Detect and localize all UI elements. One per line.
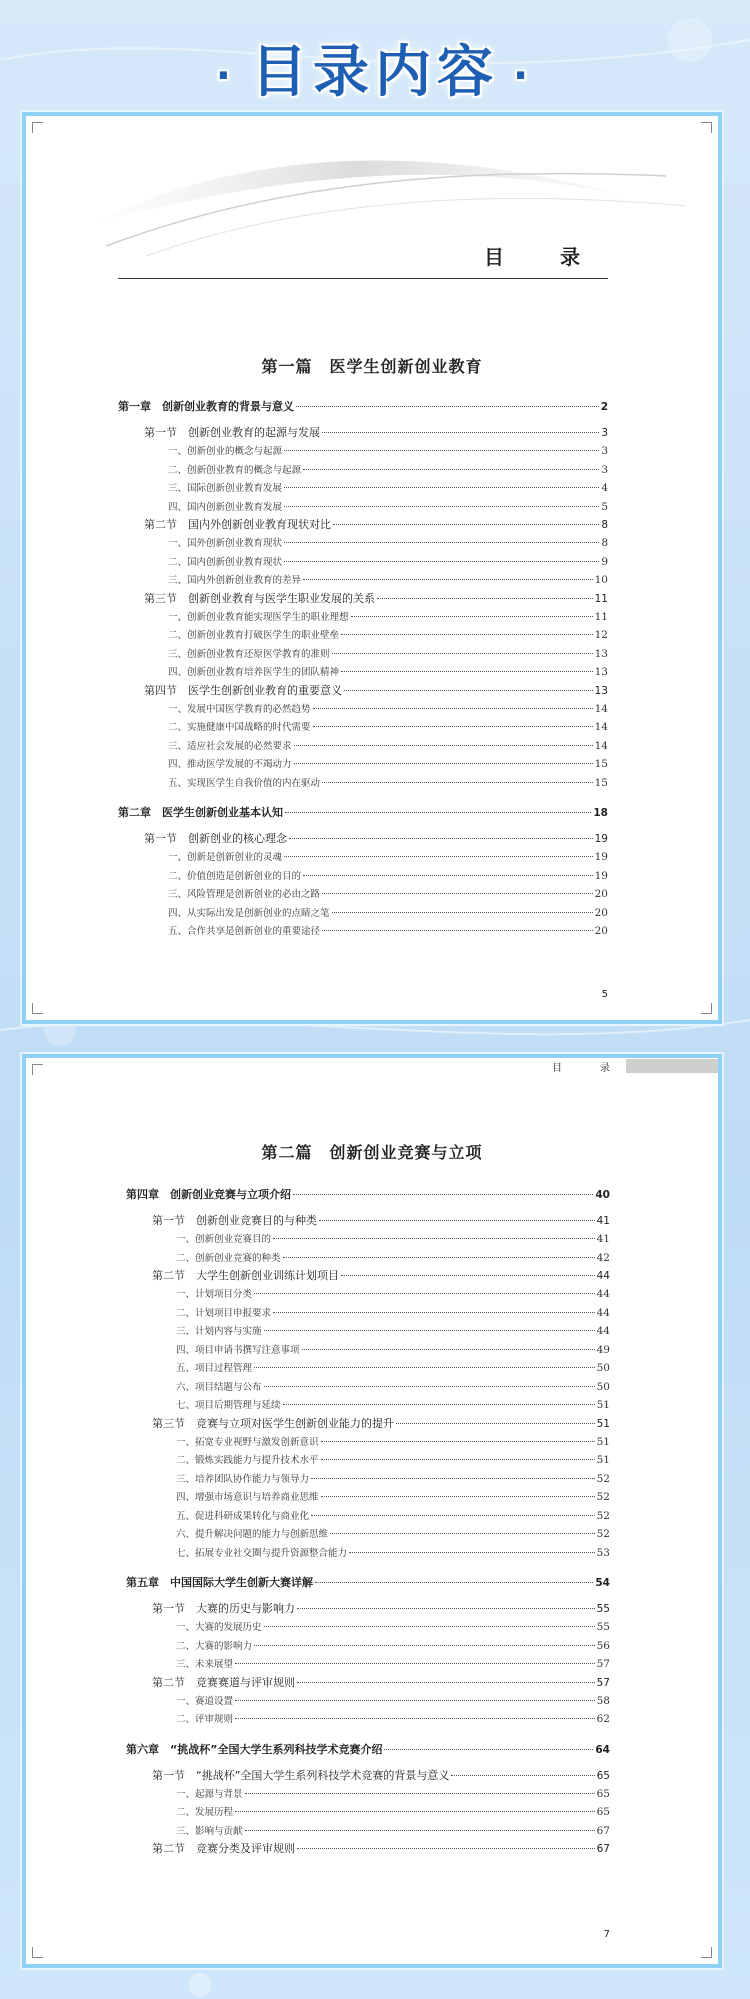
dot-leader [303, 875, 593, 876]
running-head-bar [626, 1059, 718, 1073]
dot-leader [311, 1515, 595, 1516]
running-head [552, 1058, 718, 1074]
toc-entry-page: 51 [596, 1435, 610, 1448]
toc-entry-page: 14 [594, 739, 608, 752]
toc-section-row[interactable] [126, 1267, 610, 1285]
toc-entry-label: 第一章 创新创业教育的背景与意义 [118, 400, 294, 413]
toc-entry-page: 15 [594, 776, 608, 789]
toc-item-row[interactable] [118, 885, 608, 904]
chapter-gap [126, 1729, 610, 1741]
chapter-gap [126, 1562, 610, 1574]
toc-entry-page: 19 [594, 851, 608, 863]
toc-section-row[interactable] [126, 1674, 610, 1692]
dot-leader [294, 745, 593, 746]
toc-entry-label: 三、影响与贡献 [176, 1825, 243, 1837]
toc-entry-label: 四、国内创新创业教育发展 [168, 501, 283, 513]
toc-chapter-row[interactable] [126, 1741, 610, 1759]
toc-entry-page: 53 [596, 1546, 610, 1559]
toc-entry-page: 44 [596, 1306, 610, 1319]
toc-entry-label: 一、国外创新创业教育现状 [168, 538, 283, 549]
toc-section-row[interactable] [126, 1600, 610, 1618]
toc-item-row[interactable] [126, 1285, 610, 1304]
toc-item-row[interactable] [118, 848, 608, 867]
toc-entry-page: 54 [595, 1577, 610, 1589]
toc-entry-page: 20 [594, 925, 608, 937]
dot-leader [396, 1423, 595, 1424]
dot-leader [303, 579, 593, 580]
toc-item-row[interactable] [126, 1249, 610, 1268]
toc-entry-label: 第一节 大赛的历史与影响力 [152, 1602, 295, 1615]
toc-entry-page: 55 [596, 1603, 610, 1615]
toc-section-row[interactable] [118, 830, 608, 848]
page-number: 7 [603, 1929, 610, 1940]
toc-entry-label: 一、创新是创新创业的灵魂 [168, 852, 283, 863]
dot-leader [254, 1293, 595, 1294]
page-swoosh-decoration [26, 116, 718, 296]
toc-entry-label: 三、国际创新创业教育发展 [168, 483, 283, 494]
dot-leader [351, 616, 593, 617]
dot-leader [284, 542, 599, 543]
toc-entry-page: 40 [595, 1189, 610, 1201]
toc-entry-page: 20 [594, 906, 608, 919]
toc-list [126, 1186, 610, 1858]
toc-entry-label: 二、创新创业教育的概念与起源 [168, 464, 302, 476]
toc-entry-page: 44 [596, 1270, 610, 1282]
toc-item-row[interactable] [126, 1544, 610, 1563]
dot-leader [384, 1749, 593, 1750]
toc-entry-label: 一、计划项目分类 [176, 1289, 253, 1300]
toc-section-row[interactable] [126, 1840, 610, 1858]
toc-entry-page: 13 [594, 647, 608, 660]
toc-entry-page: 14 [594, 702, 608, 715]
chapter-gap [126, 1592, 610, 1600]
toc-entry-label: 二、价值创造是创新创业的目的 [168, 870, 302, 882]
toc-entry-page: 41 [596, 1233, 610, 1245]
toc-item-row[interactable] [126, 1396, 610, 1415]
dot-leader [254, 1645, 595, 1646]
toc-item-row[interactable] [126, 1378, 610, 1397]
toc-entry-label: 一、大赛的发展历史 [176, 1622, 262, 1633]
toc-item-row[interactable] [126, 1433, 610, 1452]
toc-entry-label: 第一节 创新创业竞赛目的与种类 [152, 1214, 317, 1227]
dot-leader [322, 432, 599, 433]
toc-item-row[interactable] [118, 737, 608, 756]
dot-leader [322, 893, 593, 894]
toc-entry-page: 52 [596, 1509, 610, 1522]
toc-entry-label: 二、国内创新创业教育现状 [168, 556, 283, 568]
toc-item-row[interactable] [126, 1359, 610, 1378]
toc-entry-label: 第一节 创新创业的核心理念 [144, 832, 287, 845]
toc-item-row[interactable] [126, 1322, 610, 1341]
toc-item-row[interactable] [126, 1785, 610, 1804]
dot-leader [319, 1220, 595, 1221]
toc-entry-label: 四、从实际出发是创新创业的点睛之笔 [168, 907, 330, 919]
toc-entry-label: 二、创新创业教育打破医学生的职业壁垒 [168, 630, 340, 641]
toc-entry-label: 四、推动医学发展的不竭动力 [168, 759, 292, 770]
toc-chapter-row[interactable] [126, 1186, 610, 1204]
toc-entry-label: 二、锻炼实践能力与提升技术水平 [176, 1455, 319, 1466]
crop-mark [701, 1947, 712, 1958]
toc-entry-label: 第三节 创新创业教育与医学生职业发展的关系 [144, 591, 375, 605]
toc-entry-label: 三、国内外创新创业教育的差异 [168, 575, 302, 586]
toc-entry-page: 62 [596, 1713, 610, 1725]
toc-entry-label: 二、实施健康中国战略的时代需要 [168, 722, 311, 733]
chapter-gap [118, 822, 608, 830]
toc-item-row[interactable] [118, 774, 608, 793]
dot-leader [293, 1194, 593, 1195]
toc-entry-label: 三、创新创业教育还原医学教育的准则 [168, 648, 330, 660]
toc-entry-page: 44 [596, 1325, 610, 1337]
dot-leader [333, 524, 599, 525]
dot-leader [321, 1459, 595, 1460]
toc-section-row[interactable] [126, 1767, 610, 1785]
toc-item-row[interactable] [118, 479, 608, 498]
dot-leader [321, 1441, 595, 1442]
toc-entry-label: 一、赛道设置 [176, 1695, 234, 1707]
toc-entry-label: 五、实现医学生自我价值的内在驱动 [168, 777, 321, 789]
toc-entry-label: 第二节 竞赛赛道与评审规则 [152, 1675, 295, 1689]
toc-entry-label: 七、项目后期管理与延续 [176, 1400, 281, 1411]
toc-entry-page: 3 [601, 463, 608, 476]
toc-item-row[interactable] [118, 755, 608, 774]
part-title: 第二篇 创新创业竞赛与立项 [261, 1143, 483, 1162]
dot-leader [283, 1404, 595, 1405]
toc-entry-label: 一、拓宽专业视野与激发创新意识 [176, 1436, 319, 1448]
page-number: 5 [601, 989, 608, 1000]
toc-entry-page: 4 [601, 482, 608, 494]
toc-item-row[interactable] [126, 1618, 610, 1637]
toc-entry-page: 41 [596, 1215, 610, 1227]
dot-leader [264, 1330, 595, 1331]
dot-leader [344, 690, 593, 691]
dot-leader [330, 1533, 595, 1534]
toc-item-row[interactable] [126, 1488, 610, 1507]
toc-entry-page: 55 [596, 1621, 610, 1633]
dot-leader [264, 1626, 595, 1627]
dot-leader [273, 1312, 595, 1313]
dot-leader [311, 1478, 595, 1479]
toc-page-2 [22, 1054, 722, 1968]
toc-entry-page: 10 [594, 574, 608, 586]
toc-entry-page: 18 [593, 807, 608, 819]
dot-leader [303, 469, 599, 470]
toc-entry-label: 第四节 医学生创新创业教育的重要意义 [144, 683, 342, 697]
toc-item-row[interactable] [126, 1822, 610, 1841]
toc-entry-page: 12 [594, 629, 608, 641]
toc-item-row[interactable] [126, 1710, 610, 1729]
dot-leader [321, 1496, 595, 1497]
dot-leader [245, 1793, 595, 1794]
toc-item-row[interactable] [118, 904, 608, 923]
banner-title [0, 28, 750, 108]
dot-leader [313, 708, 593, 709]
toc-entry-page: 13 [594, 684, 608, 697]
dot-leader [254, 1367, 595, 1368]
dot-leader [235, 1718, 595, 1719]
toc-entry-label: 第三节 竞赛与立项对医学生创新创业能力的提升 [152, 1416, 394, 1430]
dot-leader [302, 1349, 595, 1350]
toc-entry-label: 第一节 “挑战杯”全国大学生系列科技学术竞赛的背景与意义 [152, 1768, 450, 1782]
banner-dot-right: · [513, 52, 535, 99]
toc-entry-label: 第二节 国内外创新创业教育现状对比 [144, 518, 331, 531]
toc-entry-page: 52 [596, 1491, 610, 1503]
toc-entry-label: 一、起源与背景 [176, 1788, 243, 1800]
dot-leader [332, 912, 593, 913]
toc-item-row[interactable] [126, 1803, 610, 1822]
crop-mark [701, 1003, 712, 1014]
toc-entry-page: 50 [596, 1380, 610, 1393]
toc-entry-label: 第一节 创新创业教育的起源与发展 [144, 426, 320, 439]
toc-entry-page: 15 [594, 758, 608, 770]
page-heading: 目 录 [484, 245, 598, 269]
toc-item-row[interactable] [126, 1525, 610, 1544]
toc-item-row[interactable] [118, 626, 608, 645]
toc-entry-page: 3 [601, 445, 608, 457]
toc-entry-label: 五、合作共享是创新创业的重要途径 [168, 926, 321, 937]
toc-entry-page: 52 [596, 1528, 610, 1540]
crop-mark [32, 1947, 43, 1958]
crop-mark [32, 1064, 43, 1075]
toc-entry-page: 49 [596, 1343, 610, 1356]
toc-section-row[interactable] [118, 682, 608, 700]
toc-entry-page: 13 [594, 666, 608, 678]
dot-leader [322, 782, 593, 783]
toc-entry-label: 二、计划项目申报要求 [176, 1307, 272, 1319]
toc-entry-page: 65 [596, 1787, 610, 1800]
toc-item-row[interactable] [118, 867, 608, 886]
part-title: 第一篇 医学生创新创业教育 [261, 357, 483, 376]
toc-entry-page: 19 [594, 869, 608, 882]
toc-entry-page: 65 [596, 1769, 610, 1782]
toc-item-row[interactable] [118, 461, 608, 480]
toc-entry-page: 19 [594, 833, 608, 845]
toc-entry-label: 二、大赛的影响力 [176, 1640, 253, 1652]
toc-entry-label: 二、创新创业竞赛的种类 [176, 1252, 281, 1264]
crop-mark [32, 1003, 43, 1014]
toc-entry-label: 三、计划内容与实施 [176, 1326, 262, 1337]
toc-item-row[interactable] [126, 1692, 610, 1711]
toc-item-row[interactable] [118, 700, 608, 719]
toc-entry-page: 58 [596, 1694, 610, 1707]
toc-entry-page: 51 [596, 1454, 610, 1466]
toc-entry-label: 五、项目过程管理 [176, 1363, 253, 1374]
dot-leader [264, 1386, 595, 1387]
dot-leader [289, 838, 593, 839]
chapter-gap [118, 416, 608, 424]
toc-entry-label: 三、适应社会发展的必然要求 [168, 740, 292, 752]
toc-entry-page: 5 [601, 500, 608, 513]
chapter-gap [126, 1759, 610, 1767]
dot-leader [332, 653, 593, 654]
toc-entry-label: 六、项目结题与公布 [176, 1381, 262, 1393]
toc-entry-page: 42 [596, 1251, 610, 1264]
chapter-gap [126, 1204, 610, 1212]
dot-leader [235, 1663, 595, 1664]
toc-entry-label: 第二节 大学生创新创业训练计划项目 [152, 1269, 339, 1282]
crop-mark [701, 122, 712, 133]
toc-entry-page: 8 [601, 519, 608, 531]
dot-leader [284, 561, 599, 562]
toc-entry-label: 第二节 竞赛分类及评审规则 [152, 1842, 295, 1855]
toc-page-1 [22, 112, 722, 1024]
toc-entry-page: 64 [595, 1743, 610, 1756]
toc-entry-page: 11 [594, 592, 608, 605]
banner-dot-left: · [215, 52, 237, 99]
dot-leader [235, 1700, 595, 1701]
dot-leader [235, 1811, 595, 1812]
toc-section-row[interactable] [126, 1415, 610, 1433]
toc-entry-label: 第六章 “挑战杯”全国大学生系列科技学术竞赛介绍 [126, 1742, 383, 1756]
toc-entry-label: 五、促进科研成果转化与商业化 [176, 1510, 310, 1522]
toc-item-row[interactable] [126, 1507, 610, 1526]
dot-leader [297, 1608, 595, 1609]
toc-chapter-row[interactable] [118, 398, 608, 416]
dot-leader [297, 1682, 595, 1683]
toc-entry-page: 67 [596, 1843, 610, 1855]
dot-leader [297, 1848, 595, 1849]
chapter-gap [118, 792, 608, 804]
dot-leader [294, 763, 593, 764]
toc-item-row[interactable] [126, 1470, 610, 1489]
running-head-text: 目 录 [552, 1062, 624, 1074]
toc-item-row[interactable] [126, 1304, 610, 1323]
toc-item-row[interactable] [118, 571, 608, 590]
dot-leader [284, 506, 599, 507]
dot-leader [284, 487, 599, 488]
toc-item-row[interactable] [118, 663, 608, 682]
toc-item-row[interactable] [118, 534, 608, 553]
toc-entry-page: 65 [596, 1806, 610, 1818]
toc-entry-label: 四、创新创业教育培养医学生的团队精神 [168, 667, 340, 678]
toc-entry-label: 第五章 中国国际大学生创新大赛详解 [126, 1576, 313, 1589]
toc-entry-label: 三、风险管理是创新创业的必由之路 [168, 889, 321, 900]
toc-item-row[interactable] [126, 1451, 610, 1470]
toc-item-row[interactable] [126, 1341, 610, 1360]
toc-entry-label: 第二章 医学生创新创业基本认知 [118, 806, 283, 819]
dot-leader [284, 450, 599, 451]
crop-mark [32, 122, 43, 133]
toc-entry-label: 七、拓展专业社交圈与提升资源整合能力 [176, 1547, 348, 1559]
toc-entry-label: 四、增强市场意识与培养商业思维 [176, 1492, 319, 1503]
toc-item-row[interactable] [118, 498, 608, 517]
toc-entry-label: 三、培养团队协作能力与领导力 [176, 1473, 310, 1485]
toc-entry-page: 50 [596, 1362, 610, 1374]
toc-entry-page: 44 [596, 1288, 610, 1300]
toc-entry-label: 一、创新创业的概念与起源 [168, 446, 283, 457]
toc-item-row[interactable] [118, 553, 608, 572]
toc-entry-page: 57 [596, 1676, 610, 1689]
toc-item-row[interactable] [118, 645, 608, 664]
toc-item-row[interactable] [118, 718, 608, 737]
toc-item-row[interactable] [126, 1637, 610, 1656]
toc-chapter-row[interactable] [126, 1574, 610, 1592]
toc-entry-label: 四、项目申请书撰写注意事项 [176, 1344, 300, 1356]
dot-leader [341, 1275, 595, 1276]
toc-entry-label: 一、发展中国医学教育的必然趋势 [168, 703, 311, 715]
dot-leader [341, 634, 593, 635]
toc-section-row[interactable] [118, 516, 608, 534]
toc-entry-page: 8 [601, 537, 608, 549]
toc-entry-page: 57 [596, 1658, 610, 1670]
dot-leader [341, 671, 593, 672]
toc-item-row[interactable] [126, 1655, 610, 1674]
toc-entry-page: 51 [596, 1399, 610, 1411]
toc-entry-page: 52 [596, 1472, 610, 1485]
toc-list [118, 398, 608, 941]
heading-divider [118, 278, 608, 279]
toc-entry-label: 六、提升解决问题的能力与创新思维 [176, 1529, 329, 1540]
toc-entry-page: 67 [596, 1824, 610, 1837]
toc-entry-label: 二、发展历程 [176, 1807, 234, 1818]
toc-item-row[interactable] [118, 922, 608, 941]
banner-title-text: 目录内容 [251, 40, 499, 105]
toc-item-row[interactable] [118, 442, 608, 461]
dot-leader [296, 406, 599, 407]
toc-entry-page: 2 [600, 401, 608, 413]
dot-leader [322, 930, 593, 931]
toc-entry-page: 3 [601, 427, 608, 439]
dot-leader [285, 812, 591, 813]
toc-item-row[interactable] [126, 1230, 610, 1249]
dot-leader [315, 1582, 593, 1583]
dot-leader [273, 1238, 595, 1239]
dot-leader [245, 1830, 595, 1831]
dot-leader [313, 726, 593, 727]
dot-leader [284, 856, 593, 857]
toc-entry-label: 第四章 创新创业竞赛与立项介绍 [126, 1188, 291, 1201]
dot-leader [451, 1775, 594, 1776]
toc-entry-label: 三、未来展望 [176, 1659, 234, 1670]
toc-entry-page: 11 [594, 610, 608, 623]
toc-entry-page: 51 [596, 1417, 610, 1430]
toc-entry-label: 一、创新创业竞赛目的 [176, 1234, 272, 1245]
toc-section-row[interactable] [118, 590, 608, 608]
dot-leader [349, 1552, 595, 1553]
toc-entry-label: 二、评审规则 [176, 1714, 234, 1725]
dot-leader [377, 598, 593, 599]
toc-chapter-row[interactable] [118, 804, 608, 822]
toc-entry-page: 56 [596, 1639, 610, 1652]
dot-leader [283, 1257, 595, 1258]
toc-section-row[interactable] [126, 1212, 610, 1230]
toc-item-row[interactable] [118, 608, 608, 627]
toc-entry-page: 20 [594, 888, 608, 900]
toc-section-row[interactable] [118, 424, 608, 442]
toc-entry-page: 14 [594, 721, 608, 733]
toc-entry-label: 一、创新创业教育能实现医学生的职业理想 [168, 611, 349, 623]
toc-entry-page: 9 [601, 555, 608, 568]
